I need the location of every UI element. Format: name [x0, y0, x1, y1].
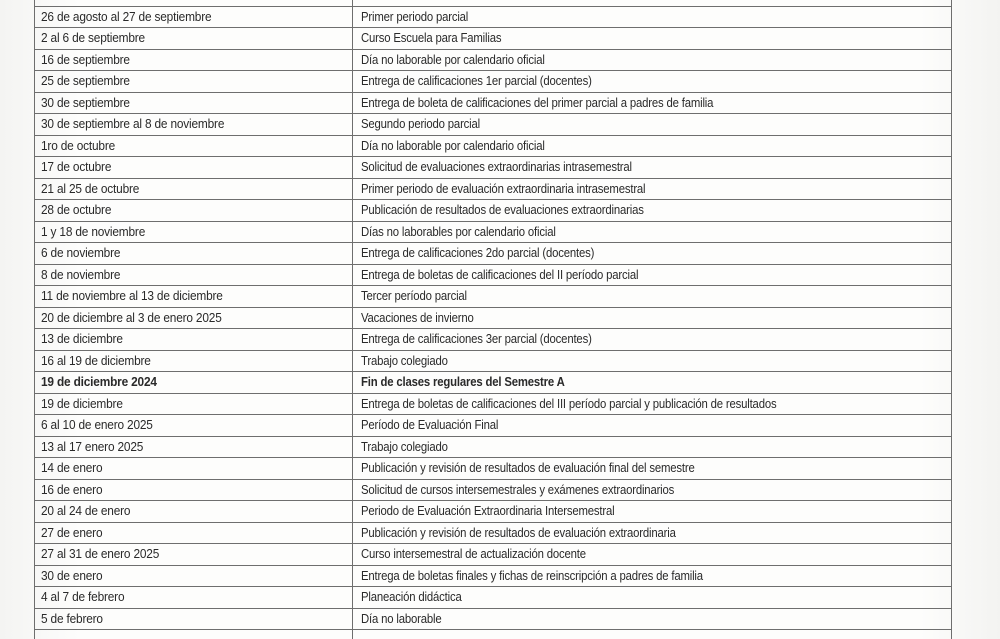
date-cell — [35, 565, 353, 587]
table-row — [35, 28, 952, 50]
date-cell — [35, 608, 353, 630]
date-cell — [35, 522, 353, 544]
table-row — [35, 415, 952, 437]
date-cell — [35, 544, 353, 566]
event-text: Fin de clases regulares del Semestre A — [361, 374, 565, 390]
event-cell — [353, 221, 952, 243]
event-text: Entrega de boletas de calificaciones del II período parcial — [361, 266, 639, 282]
event-text: Solicitud de evaluaciones extraordinarias intrasemestral — [361, 159, 632, 175]
date-text: 16 de septiembre — [41, 51, 130, 67]
date-text: 16 al 19 de diciembre — [41, 352, 151, 368]
event-text: Entrega de calificaciones 1er parcial (docentes) — [361, 73, 592, 89]
date-text: 13 de diciembre — [41, 331, 123, 347]
event-cell — [353, 329, 952, 351]
date-text: 21 al 25 de octubre — [41, 180, 140, 196]
date-cell — [35, 630, 353, 639]
table-row — [35, 544, 952, 566]
date-text: 6 al 10 de enero 2025 — [41, 417, 153, 433]
table-row — [35, 522, 952, 544]
event-cell — [353, 71, 952, 93]
event-cell — [353, 350, 952, 372]
table-row — [35, 221, 952, 243]
date-cell — [35, 135, 353, 157]
date-text: 30 de septiembre — [41, 94, 130, 110]
event-cell — [353, 92, 952, 114]
event-text: Solicitud de cursos intersemestrales y exámenes extraordinarios — [361, 481, 675, 497]
date-cell — [35, 114, 353, 136]
date-text: 6 de noviembre — [41, 245, 121, 261]
event-text: Segundo periodo parcial — [361, 116, 481, 132]
date-cell — [35, 221, 353, 243]
date-text: 30 de septiembre al 8 de noviembre — [41, 116, 225, 132]
event-cell — [353, 49, 952, 71]
date-text: 8 de noviembre — [41, 266, 121, 282]
date-cell — [35, 264, 353, 286]
event-cell — [353, 243, 952, 265]
date-text: 4 al 7 de febrero — [41, 589, 125, 605]
date-cell — [35, 587, 353, 609]
date-text: 1 y 18 de noviembre — [41, 223, 146, 239]
event-cell — [353, 28, 952, 50]
date-text: 1ro de octubre — [41, 137, 116, 153]
event-text: Curso Escuela para Familias — [361, 30, 502, 46]
event-text: Publicación de resultados de evaluaciones extraordinarias — [361, 202, 644, 218]
table-row — [35, 92, 952, 114]
event-text: Tercer período parcial — [361, 288, 467, 304]
date-text: 13 al 17 enero 2025 — [41, 438, 144, 454]
event-cell — [353, 114, 952, 136]
date-cell — [35, 479, 353, 501]
table-row — [35, 565, 952, 587]
event-cell — [353, 307, 952, 329]
date-cell — [35, 157, 353, 179]
table-row — [35, 501, 952, 523]
date-cell — [35, 243, 353, 265]
table-row — [35, 157, 952, 179]
event-cell — [353, 178, 952, 200]
table-row — [35, 286, 952, 308]
event-text: Publicación y revisión de resultados de evaluación extraordinaria — [361, 524, 676, 540]
table-row — [35, 243, 952, 265]
event-cell — [353, 264, 952, 286]
date-text: 27 de enero — [41, 524, 103, 540]
event-cell — [353, 630, 952, 639]
event-text: Planeación didáctica — [361, 589, 462, 605]
date-text: 20 de diciembre al 3 de enero 2025 — [41, 309, 222, 325]
date-text: 19 de diciembre — [41, 395, 123, 411]
event-cell — [353, 565, 952, 587]
event-cell — [353, 200, 952, 222]
event-text: Vacaciones de invierno — [361, 309, 474, 325]
event-cell — [353, 286, 952, 308]
date-cell — [35, 92, 353, 114]
event-cell — [353, 436, 952, 458]
date-cell — [35, 393, 353, 415]
event-cell — [353, 415, 952, 437]
table-row — [35, 135, 952, 157]
date-cell — [35, 458, 353, 480]
event-cell — [353, 157, 952, 179]
event-text: Trabajo colegiado — [361, 352, 448, 368]
date-text: 28 de octubre — [41, 202, 112, 218]
date-text: 25 de septiembre — [41, 73, 130, 89]
date-text: 20 al 24 de enero — [41, 503, 131, 519]
date-text: 26 de agosto al 27 de septiembre — [41, 8, 212, 24]
event-text: Curso intersemestral de actualización docente — [361, 546, 586, 562]
table-row — [35, 264, 952, 286]
date-text: 19 de diciembre 2024 — [41, 374, 157, 390]
table-row-highlight — [35, 372, 952, 394]
date-text: 16 de enero — [41, 481, 103, 497]
date-text: 5 de febrero — [41, 610, 103, 626]
date-text: 30 de enero — [41, 567, 103, 583]
table-row — [35, 6, 952, 28]
calendar-table-body — [35, 0, 952, 639]
date-cell — [35, 415, 353, 437]
date-cell — [35, 71, 353, 93]
table-row — [35, 587, 952, 609]
event-text: Publicación y revisión de resultados de evaluación final del semestre — [361, 460, 695, 476]
date-cell — [35, 28, 353, 50]
date-text: 2 al 6 de septiembre — [41, 30, 145, 46]
event-cell — [353, 479, 952, 501]
event-text: Entrega de calificaciones 2do parcial (docentes) — [361, 245, 595, 261]
event-text: Período de Evaluación Final — [361, 417, 499, 433]
date-cell — [35, 286, 353, 308]
event-text: Días no laborables por calendario oficial — [361, 223, 556, 239]
date-cell — [35, 307, 353, 329]
event-cell — [353, 135, 952, 157]
date-text: 27 al 31 de enero 2025 — [41, 546, 160, 562]
table-row — [35, 479, 952, 501]
event-cell — [353, 458, 952, 480]
table-row — [35, 393, 952, 415]
event-text: Entrega de boletas finales y fichas de reinscripción a padres de familia — [361, 567, 703, 583]
event-text: Periodo de Evaluación Extraordinaria Intersemestral — [361, 503, 615, 519]
date-cell — [35, 501, 353, 523]
date-cell — [35, 350, 353, 372]
date-cell — [35, 49, 353, 71]
event-cell — [353, 544, 952, 566]
event-cell — [353, 587, 952, 609]
event-text: Día no laborable por calendario oficial — [361, 137, 545, 153]
event-cell — [353, 608, 952, 630]
table-row — [35, 307, 952, 329]
event-cell — [353, 393, 952, 415]
table-row — [35, 178, 952, 200]
date-cell — [35, 372, 353, 394]
date-cell — [35, 436, 353, 458]
event-text: Trabajo colegiado — [361, 438, 448, 454]
event-text: Entrega de boletas de calificaciones del III período parcial y publicación de resultados — [361, 395, 777, 411]
school-calendar-table — [34, 0, 952, 639]
event-cell — [353, 6, 952, 28]
date-cell — [35, 200, 353, 222]
event-text: Día no laborable por calendario oficial — [361, 51, 545, 67]
table-row — [35, 114, 952, 136]
date-cell — [35, 178, 353, 200]
event-cell — [353, 372, 952, 394]
event-text: Día no laborable — [361, 610, 442, 626]
date-text: 17 de octubre — [41, 159, 112, 175]
table-row — [35, 49, 952, 71]
event-text: Primer periodo de evaluación extraordinaria intrasemestral — [361, 180, 646, 196]
table-row — [35, 329, 952, 351]
date-text: 11 de noviembre al 13 de diciembre — [41, 288, 223, 304]
table-row — [35, 458, 952, 480]
date-cell — [35, 329, 353, 351]
table-row-clipped — [35, 630, 952, 639]
table-row — [35, 608, 952, 630]
event-cell — [353, 522, 952, 544]
table-row — [35, 200, 952, 222]
event-cell — [353, 501, 952, 523]
table-row — [35, 350, 952, 372]
event-text: Entrega de calificaciones 3er parcial (docentes) — [361, 331, 592, 347]
date-text: 14 de enero — [41, 460, 103, 476]
date-cell — [35, 6, 353, 28]
event-text: Primer periodo parcial — [361, 8, 469, 24]
table-row — [35, 436, 952, 458]
event-text: Entrega de boleta de calificaciones del primer parcial a padres de familia — [361, 94, 714, 110]
table-row — [35, 71, 952, 93]
